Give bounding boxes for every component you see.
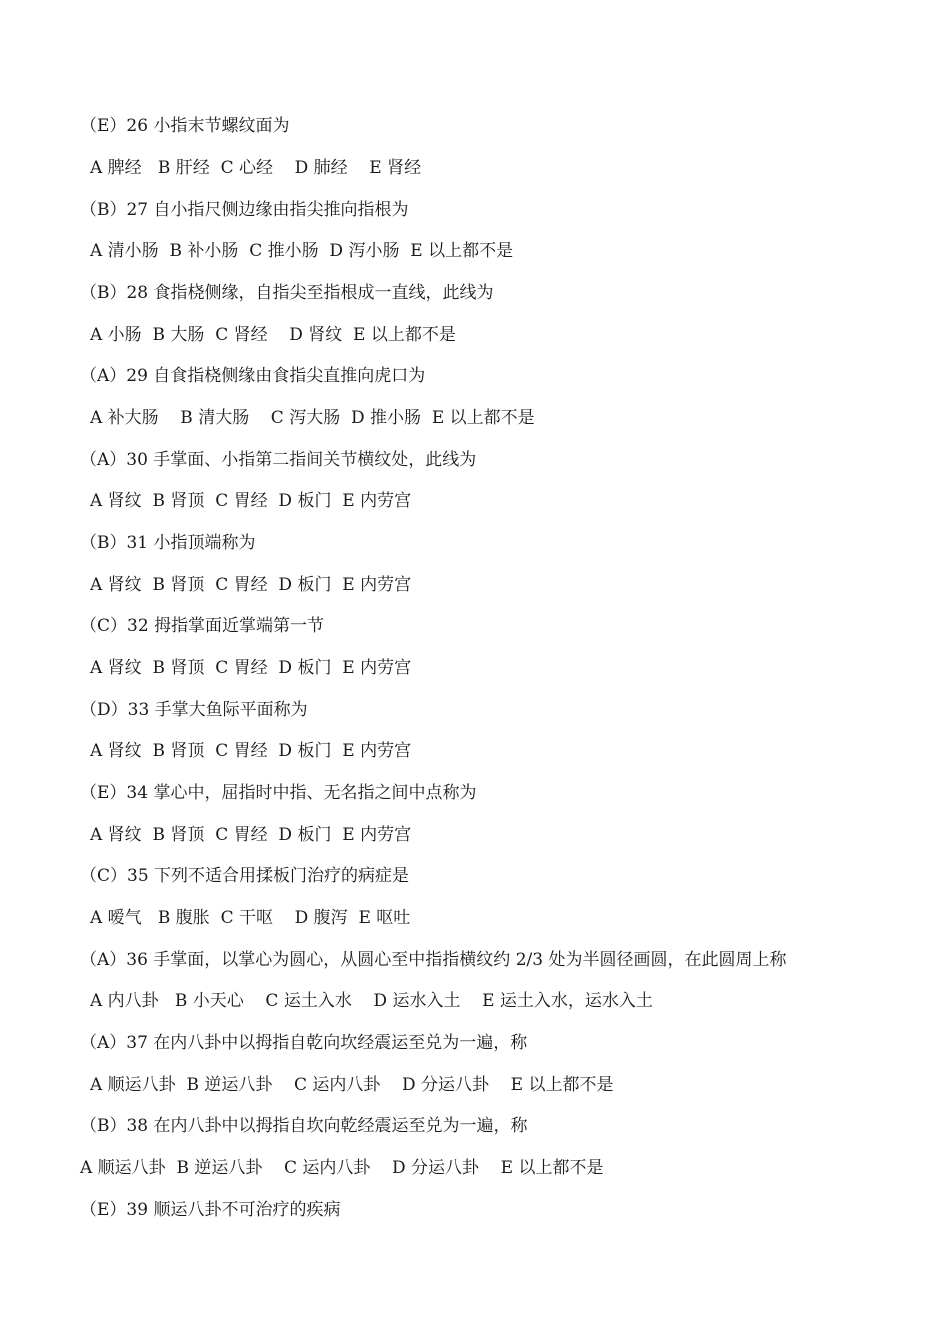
question-36: （A）36 手掌面，以掌心为圆心，从圆心至中指指横纹约 2/3 处为半圆径画圆，在此圆周上称 xyxy=(80,950,787,970)
question-27: （B）27 自小指尺侧边缘由指尖推向指根为 xyxy=(80,200,409,220)
question-35: （C）35 下列不适合用揉板门治疗的病症是 xyxy=(80,866,410,886)
question-28: （B）28 食指桡侧缘，自指尖至指根成一直线，此线为 xyxy=(80,283,494,303)
options-32: A 肾纹 B 肾顶 C 胃经 D 板门 E 内劳宫 xyxy=(90,658,412,678)
question-33: （D）33 手掌大鱼际平面称为 xyxy=(80,700,308,720)
options-37: A 顺运八卦 B 逆运八卦 C 运内八卦 D 分运八卦 E 以上都不是 xyxy=(90,1075,614,1095)
question-39: （E）39 顺运八卦不可治疗的疾病 xyxy=(80,1200,341,1220)
question-29: （A）29 自食指桡侧缘由食指尖直推向虎口为 xyxy=(80,366,426,386)
options-26: A 脾经 B 肝经 C 心经 D 肺经 E 肾经 xyxy=(90,158,422,178)
question-34: （E）34 掌心中，屈指时中指、无名指之间中点称为 xyxy=(80,783,477,803)
options-34: A 肾纹 B 肾顶 C 胃经 D 板门 E 内劳宫 xyxy=(90,825,412,845)
options-35: A 嗳气 B 腹胀 C 干呕 D 腹泻 E 呕吐 xyxy=(90,908,411,928)
options-30: A 肾纹 B 肾顶 C 胃经 D 板门 E 内劳宫 xyxy=(90,491,412,511)
options-36: A 内八卦 B 小天心 C 运土入水 D 运水入土 E 运土入水，运水入土 xyxy=(90,991,653,1011)
options-31: A 肾纹 B 肾顶 C 胃经 D 板门 E 内劳宫 xyxy=(90,575,412,595)
question-30: （A）30 手掌面、小指第二指间关节横纹处，此线为 xyxy=(80,450,477,470)
options-33: A 肾纹 B 肾顶 C 胃经 D 板门 E 内劳宫 xyxy=(90,741,412,761)
question-26: （E）26 小指末节螺纹面为 xyxy=(80,116,290,136)
question-31: （B）31 小指顶端称为 xyxy=(80,533,256,553)
options-28: A 小肠 B 大肠 C 肾经 D 肾纹 E 以上都不是 xyxy=(90,325,456,345)
options-29: A 补大肠 B 清大肠 C 泻大肠 D 推小肠 E 以上都不是 xyxy=(90,408,535,428)
question-37: （A）37 在内八卦中以拇指自乾向坎经震运至兑为一遍，称 xyxy=(80,1033,528,1053)
options-38: A 顺运八卦 B 逆运八卦 C 运内八卦 D 分运八卦 E 以上都不是 xyxy=(80,1158,604,1178)
question-38: （B）38 在内八卦中以拇指自坎向乾经震运至兑为一遍，称 xyxy=(80,1116,528,1136)
options-27: A 清小肠 B 补小肠 C 推小肠 D 泻小肠 E 以上都不是 xyxy=(90,241,514,261)
question-32: （C）32 拇指掌面近掌端第一节 xyxy=(80,616,325,636)
